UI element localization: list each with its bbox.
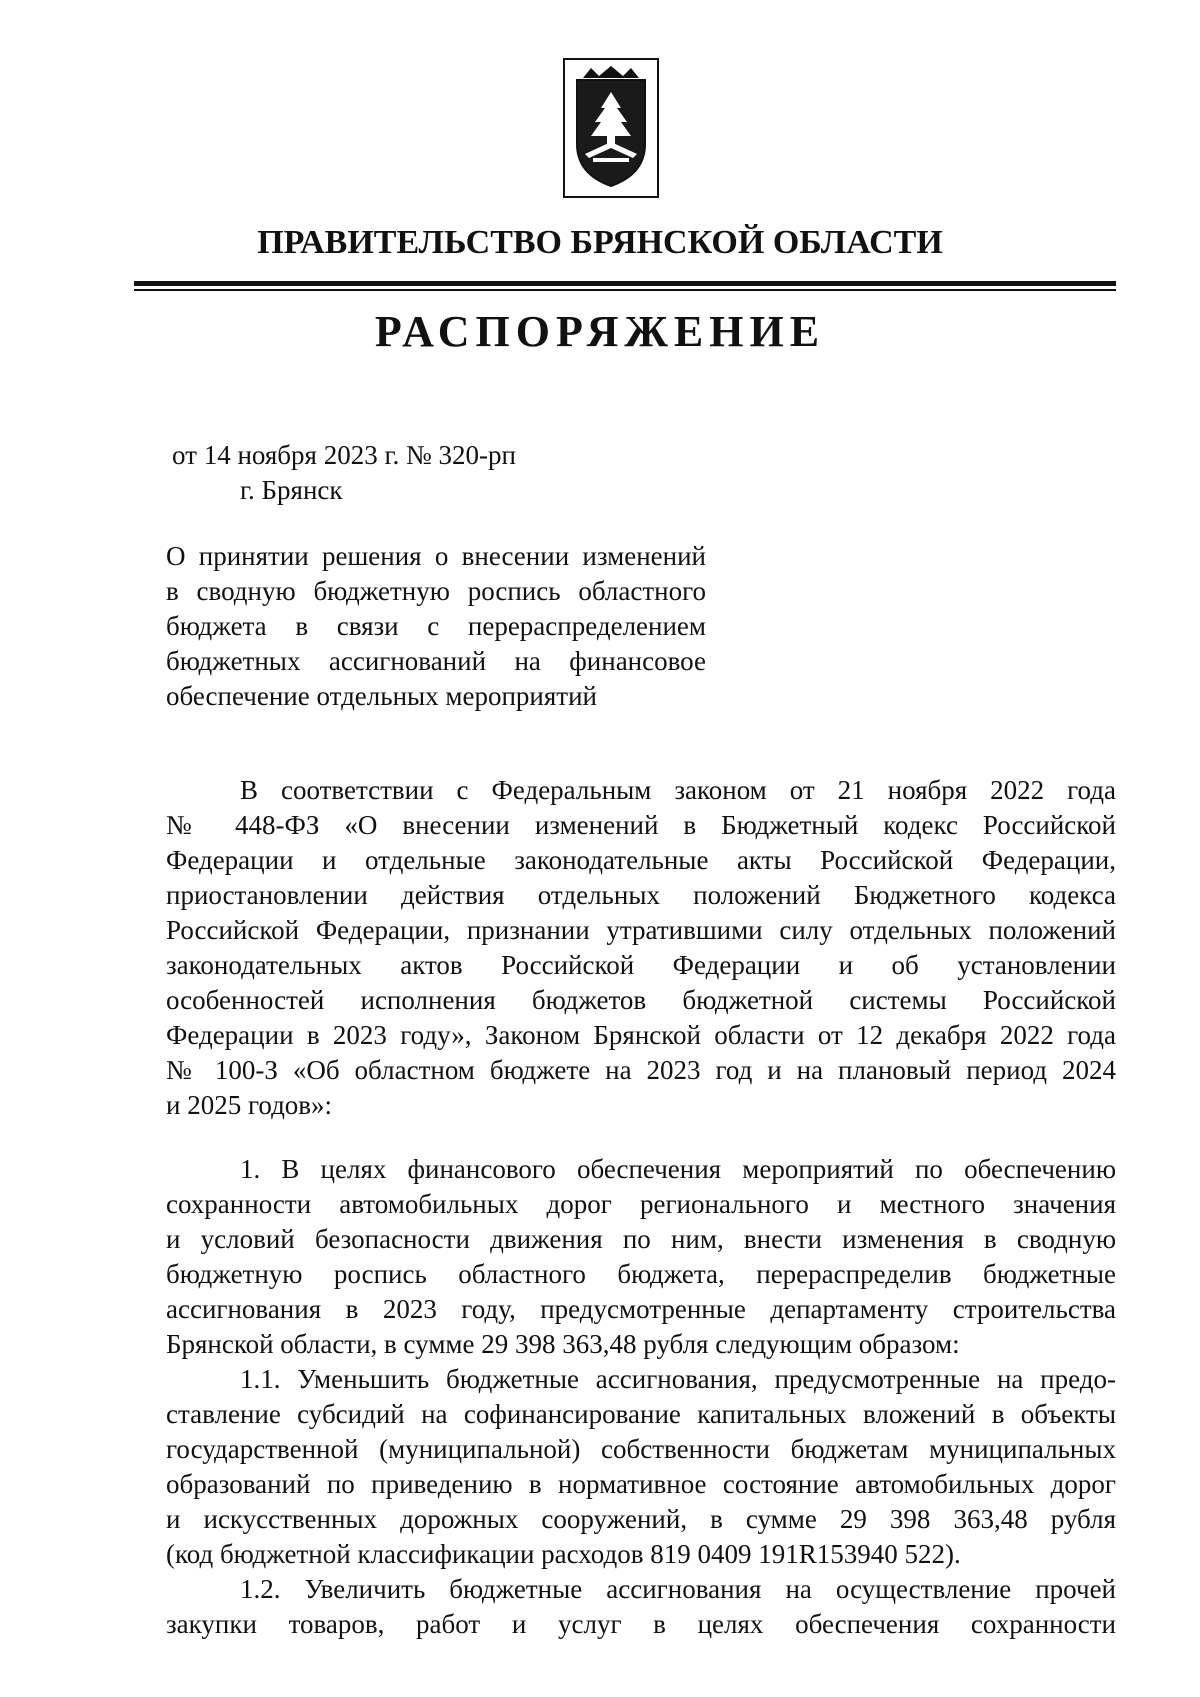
date-number: от 14 ноября 2023 г. № 320-рп (172, 440, 516, 470)
city: г. Брянск (240, 475, 343, 505)
header-rule-thick (134, 281, 1116, 286)
preamble-line: В соответствии с Федеральным законом от 21 ноября 2022 года (240, 775, 1116, 805)
item1-line: бюджетную роспись областного бюджета, перераспределив бюджетные (166, 1259, 1116, 1289)
item1-line: 1. В целях финансового обеспечения мероприятий по обеспечению (240, 1154, 1116, 1184)
preamble-line: № 448-ФЗ «О внесении изменений в Бюджетный кодекс Российской (166, 810, 1116, 840)
item1-line: ассигнования в 2023 году, предусмотренные департаменту строительства (166, 1294, 1116, 1324)
coat-of-arms-icon (563, 58, 659, 198)
preamble-line: законодательных актов Российской Федерации и об установлении (166, 950, 1116, 980)
item11-line: образований по приведению в нормативное состояние автомобильных дорог (166, 1469, 1116, 1499)
organization-title: ПРАВИТЕЛЬСТВО БРЯНСКОЙ ОБЛАСТИ (257, 224, 943, 261)
preamble-line: № 100-З «Об областном бюджете на 2023 год и на плановый период 2024 (166, 1055, 1116, 1085)
preamble-line: и 2025 годов»: (166, 1090, 333, 1120)
preamble-line: Федерации в 2023 году», Законом Брянской области от 12 декабря 2022 года (166, 1020, 1116, 1050)
subject-line: бюджетных ассигнований на финансовое (166, 646, 706, 676)
item11-line: ставление субсидий на софинансирование капитальных вложений в объекты (166, 1399, 1116, 1429)
preamble-line: особенностей исполнения бюджетов бюджетной системы Российской (166, 985, 1116, 1015)
item12-line: закупки товаров, работ и услуг в целях обеспечения сохранности (166, 1609, 1116, 1639)
item1-line: Брянской области, в сумме 29 398 363,48 рубля следующим образом: (166, 1329, 960, 1359)
item12-line: 1.2. Увеличить бюджетные ассигнования на осуществление прочей (240, 1574, 1116, 1604)
item11-line: и искусственных дорожных сооружений, в сумме 29 398 363,48 рубля (166, 1504, 1116, 1534)
preamble-line: приостановлении действия отдельных положений Бюджетного кодекса (166, 880, 1116, 910)
subject-line: О принятии решения о внесении изменений (166, 541, 706, 571)
item11-line: (код бюджетной классификации расходов 819 0409 191R153940 522). (166, 1539, 961, 1569)
item1-line: сохранности автомобильных дорог регионального и местного значения (166, 1189, 1116, 1219)
preamble-line: Российской Федерации, признании утратившими силу отдельных положений (166, 915, 1116, 945)
item11-line: государственной (муниципальной) собственности бюджетам муниципальных (166, 1434, 1116, 1464)
document-type-title: РАСПОРЯЖЕНИЕ (374, 307, 826, 356)
subject-line: обеспечение отдельных мероприятий (166, 681, 597, 711)
item1-line: и условий безопасности движения по ним, внести изменения в сводную (166, 1224, 1116, 1254)
header-rule-thin (134, 289, 1116, 291)
item11-line: 1.1. Уменьшить бюджетные ассигнования, предусмотренные на предо- (240, 1364, 1116, 1394)
preamble-line: Федерации и отдельные законодательные акты Российской Федерации, (166, 845, 1116, 875)
subject-line: бюджета в связи с перераспределением (166, 611, 706, 641)
subject-line: в сводную бюджетную роспись областного (166, 576, 706, 606)
